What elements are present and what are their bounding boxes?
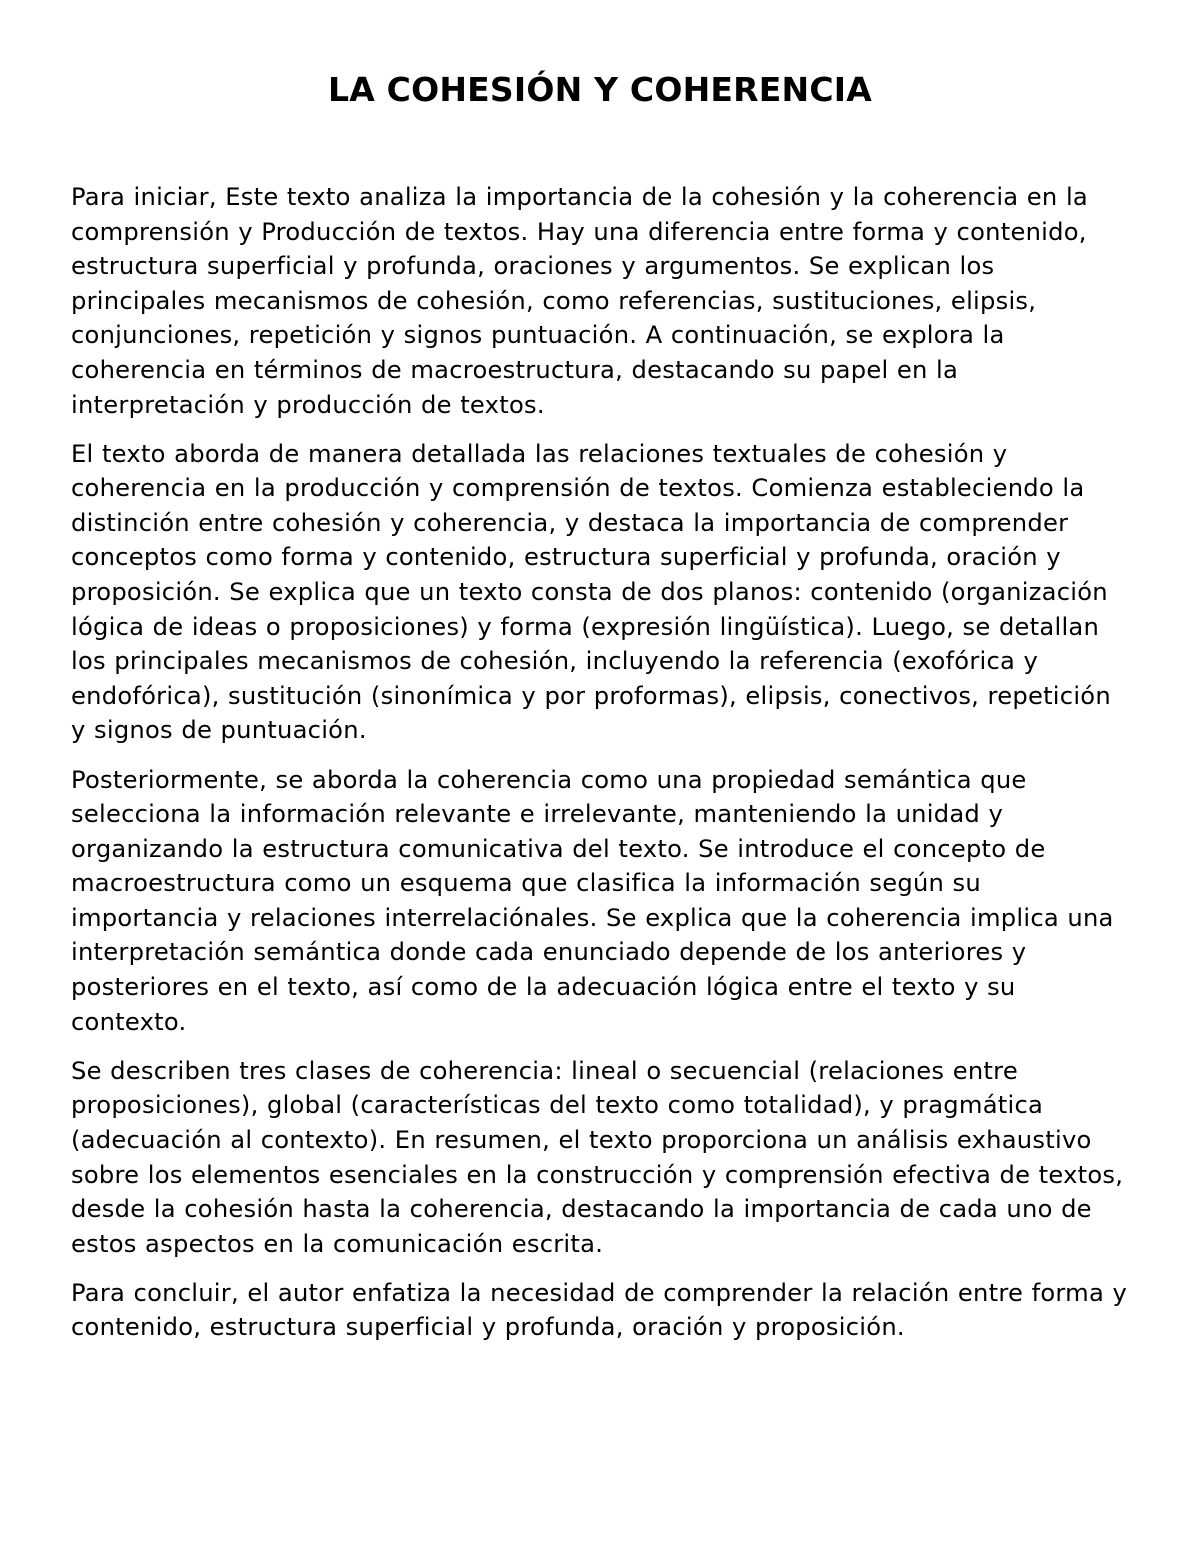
document-title: LA COHESIÓN Y COHERENCIA xyxy=(328,70,872,109)
paragraph-coherence: Posteriormente, se aborda la coherencia como una propiedad semántica que selecciona la información relevante e irrelevante, manteniendo la unidad y organizando la estructura comunicativa del texto. Se introduce el concepto de macroestructura como un esquema que clasifica la información según su importancia y relaciones interrelaciónales. Se explica que la coherencia implica una interpretación semántica donde cada enunciado depende de los anteriores y posteriores en el texto, así como de la adecuación lógica entre el texto y su contexto. xyxy=(71,765,1114,1036)
paragraph-conclusion: Para concluir, el autor enfatiza la necesidad de comprender la relación entre forma y contenido, estructura superficial y profunda, oración y proposición. xyxy=(71,1278,1128,1342)
paragraph-cohesion-mechanisms: El texto aborda de manera detallada las relaciones textuales de cohesión y coherencia en la producción y comprensión de textos. Comienza estableciendo la distinción entre cohesión y coherencia, y destaca la importancia de comprender conceptos como forma y contenido, estructura superficial y profunda, oración y proposición. Se explica que un texto consta de dos planos: contenido (organización lógica de ideas o proposiciones) y forma (expresión lingüística). Luego, se detallan los principales mecanismos de cohesión, incluyendo la referencia (exofórica y endofórica), sustitución (sinonímica y por proformas), elipsis, conectivos, repetición y signos de puntuación. xyxy=(71,439,1111,745)
document-body xyxy=(71,180,1131,1360)
paragraph-introduction: Para iniciar, Este texto analiza la importancia de la cohesión y la coherencia en la comprensión y Producción de textos. Hay una diferencia entre forma y contenido, estructura superficial y profunda, oraciones y argumentos. Se explican los principales mecanismos de cohesión, como referencias, sustituciones, elipsis, conjunciones, repetición y signos puntuación. A continuación, se explora la coherencia en términos de macroestructura, destacando su papel en la interpretación y producción de textos. xyxy=(71,183,1088,419)
paragraph-coherence-types: Se describen tres clases de coherencia: lineal o secuencial (relaciones entre proposiciones), global (características del texto como totalidad), y pragmática (adecuación al contexto). En resumen, el texto proporciona un análisis exhaustivo sobre los elementos esenciales en la construcción y comprensión efectiva de textos, desde la cohesión hasta la coherencia, destacando la importancia de cada uno de estos aspectos en la comunicación escrita. xyxy=(71,1056,1124,1258)
